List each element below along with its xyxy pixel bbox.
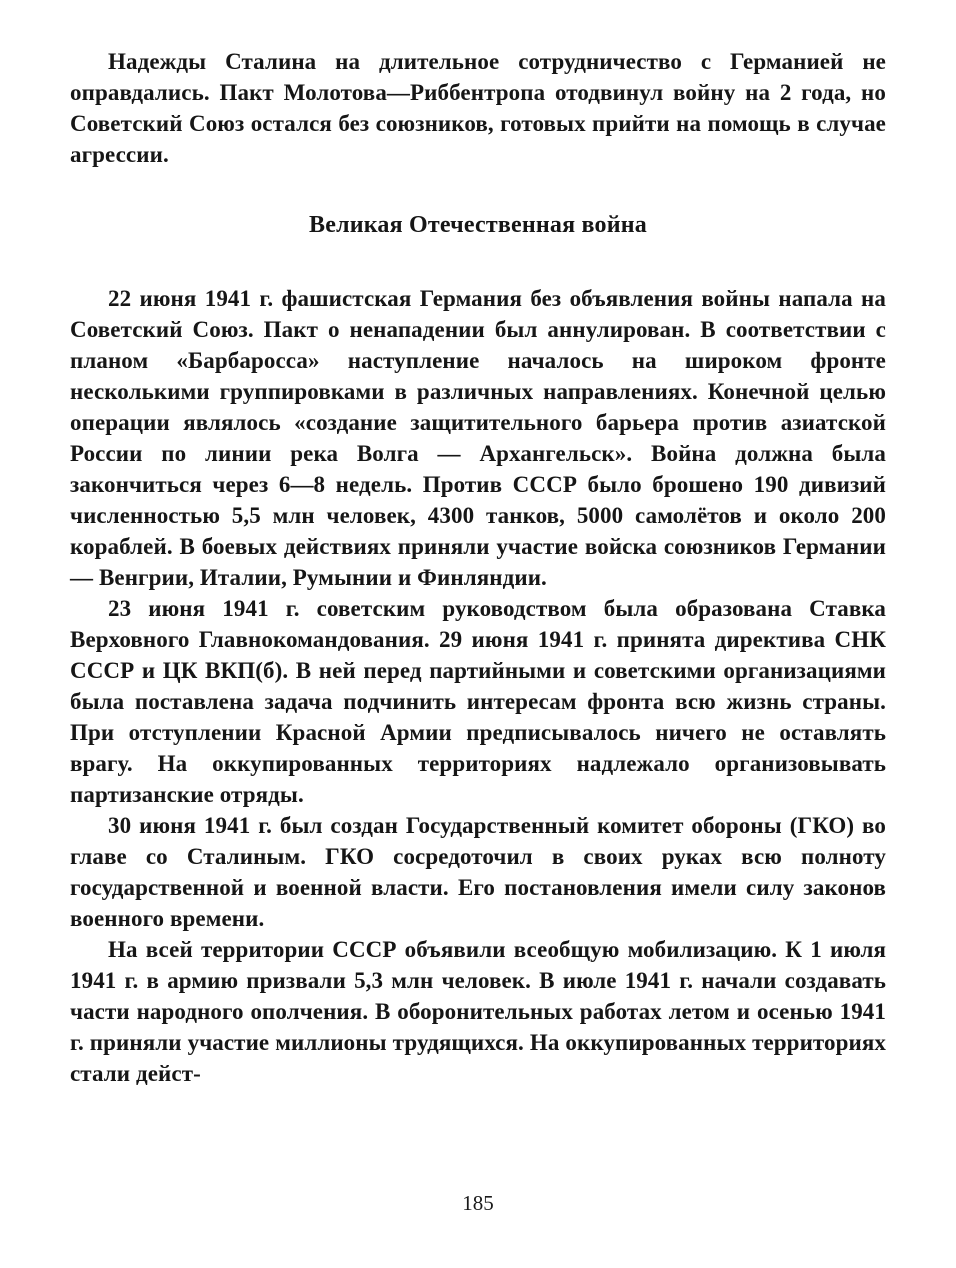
body-paragraph: 30 июня 1941 г. был создан Государственный комитет обороны (ГКО) во главе со Сталиным. ГКО сосредоточил в своих руках всю полноту государственной и военной власти. Его постановления имели силу законов военного времени. bbox=[70, 813, 886, 931]
intro-paragraph: Надежды Сталина на длительное сотрудничество с Германией не оправдались. Пакт Молотова—Риббентропа отодвинул войну на 2 года, но Советский Союз остался без союзников, готовых прийти на помощь в случае агрессии. bbox=[70, 49, 886, 167]
page-number: 185 bbox=[462, 1191, 494, 1215]
section-heading: Великая Отечественная война bbox=[309, 212, 647, 238]
body-paragraph: 22 июня 1941 г. фашистская Германия без объявления войны напала на Советский Союз. Пакт о ненападении был аннулирован. В соответствии с планом «Барбаросса» наступление началось на широком фронте несколькими группировками в различных направлениях. Конечной целью операции являлось «создание защитительного барьера против азиатской России по линии река Волга — Архангельск». Война должна была закончиться через 6—8 недель. Против СССР было брошено 190 дивизий численностью 5,5 млн человек, 4300 танков, 5000 самолётов и около 200 кораблей. В боевых действиях приняли участие войска союзников Германии — Венгрии, Италии, Румынии и Финляндии. bbox=[70, 286, 886, 590]
section-body bbox=[70, 283, 886, 1089]
body-paragraph: 23 июня 1941 г. советским руководством была образована Ставка Верховного Главнокомандования. 29 июня 1941 г. принята директива СНК СССР и ЦК ВКП(б). В ней перед партийными и советскими организациями была поставлена задача подчинить интересам фронта всю жизнь страны. При отступлении Красной Армии предписывалось ничего не оставлять врагу. На оккупированных территориях надлежало организовывать партизанские отряды. bbox=[70, 596, 886, 807]
body-paragraph: На всей территории СССР объявили всеобщую мобилизацию. К 1 июля 1941 г. в армию призвали 5,3 млн человек. В июле 1941 г. начали создавать части народного ополчения. В оборонительных работах летом и осенью 1941 г. приняли участие миллионы трудящихся. На оккупированных территориях стали дейст- bbox=[70, 937, 886, 1086]
